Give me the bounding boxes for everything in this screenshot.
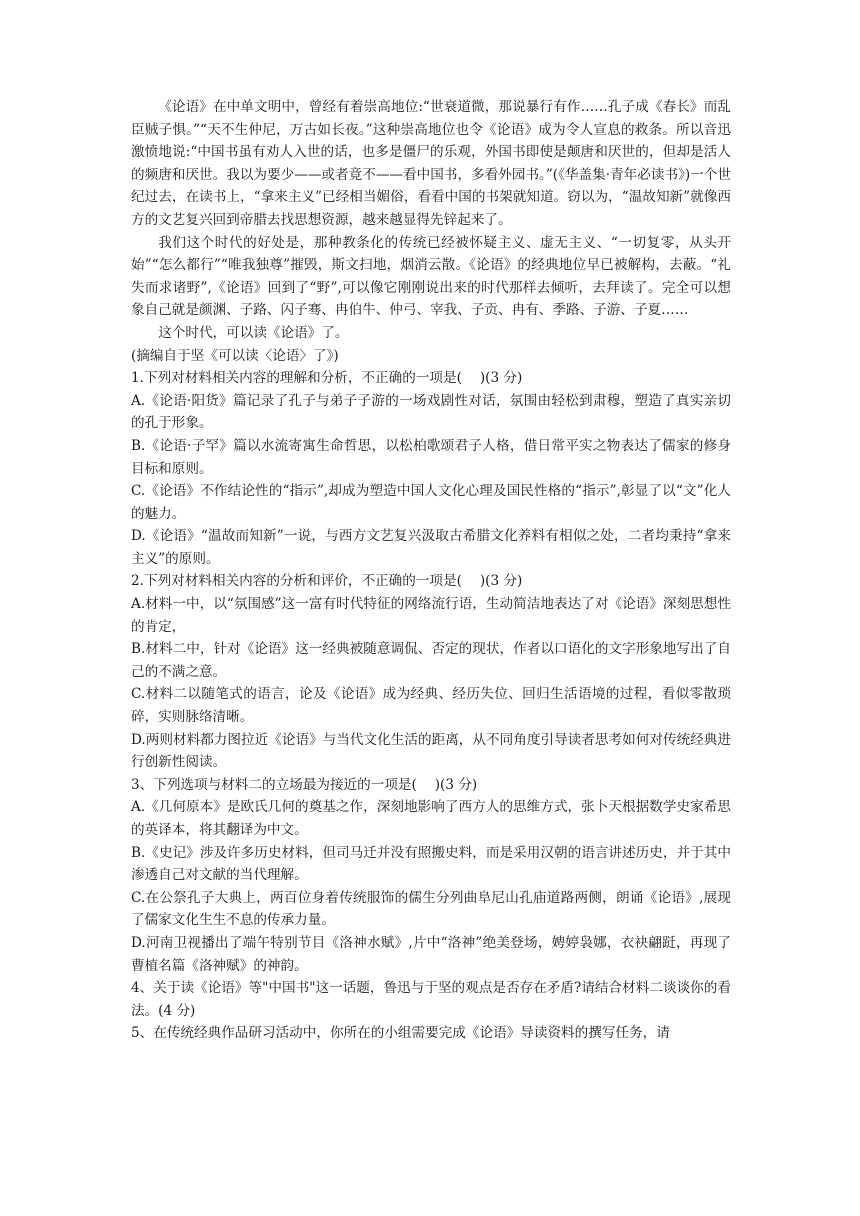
question-3-option-b: B.《史记》涉及许多历史材料，但司马迁并没有照搬史料，而是采用汉朝的语言讲述历史，并于其中渗透自己对文献的当代理解。 — [131, 844, 731, 884]
question-3-option-a: A.《几何原本》是欧氏几何的奠基之作，深刻地影响了西方人的思维方式，张卜天根据数学史家希思的英译本，将其翻译为中文。 — [131, 799, 731, 838]
question-3 — [131, 774, 731, 977]
question-2-option-b: B.材料二中，针对《论语》这一经典被随意调侃、否定的现状，作者以口语化的文字形象地写出了自己的不满之意。 — [131, 641, 731, 680]
question-1-option-c: C.《论语》不作结论性的“指示”,却成为塑造中国人文化心理及国民性格的“指示”,彰显了以“文”化人的魅力。 — [131, 483, 731, 522]
question-3-option-c: C.在公祭孔子大典上，两百位身着传统服饰的儒生分列曲阜尼山孔庙道路两侧，朗诵《论语》,展现了儒家文化生生不息的传承力量。 — [131, 889, 731, 929]
question-1-option-b: B.《论语·子罕》篇以水流寄寓生命哲思，以松柏歌颂君子人格，借日常平实之物表达了儒家的修身目标和原则。 — [131, 437, 731, 477]
question-2-option-d: D.两则材料都力图拉近《论语》与当代文化生活的距离，从不同角度引导读者思考如何对传统经典进行创新性阅读。 — [131, 731, 731, 771]
question-5 — [131, 1022, 731, 1045]
question-1-option-d: D.《论语》“温故而知新”一说，与西方文艺复兴汲取古希腊文化养料有相似之处，二者均秉持“拿来主义”的原则。 — [131, 528, 731, 567]
question-2-option-c: C.材料二以随笔式的语言，论及《论语》成为经典、经历失位、回归生活语境的过程，看似零散琐碎，实则脉络清晰。 — [131, 686, 731, 726]
passage-paragraph-1: 《论语》在中单文明中，曾经有着崇高地位:“世衰道微，那说暴行有作……孔子成《春长》而乱臣贼子惧。”“天不生仲尼，万古如长夜。”这种崇高地位也令《论语》成为令人宣息的救条。所以音迅激愤地说:“中国书虽有劝人入世的话，也多是僵尸的乐观，外国书即使是颠唐和厌世的，但却是活人的频唐和厌世。我以为要少——或者竟不——看中国书，多看外园书。”(《华盖集·青年必读书》)一个世纪过去，在读书上，“拿来主义”已经相当媚俗，看看中国的书架就知道。窃以为，“温故知新”就像西方的文艺复兴回到帝腊去找思想资源，越来越显得先锌起来了。 — [131, 99, 731, 228]
document-page — [131, 96, 731, 1045]
question-2 — [131, 570, 731, 773]
passage-paragraph-2: 我们这个时代的好处是，那种教条化的传统已经被怀疑主义、虚无主义、“一切复零，从头开始”“怎么都行”“唯我独尊”摧毁，斯文扫地，烟消云散。《论语》的经典地位早已被解构，去蔽。“礼失而求诸野”,《论语》回到了“野”,可以像它刚刚说出来的时代那样去倾听，去拜读了。完全可以想象自己就是颜渊、子路、闪子骞、冉伯牛、仲弓、宰我、子贡、冉有、季路、子游、子夏…… — [131, 234, 731, 319]
question-2-stem: 2.下列对材料相关内容的分析和评价，不正确的一项是( )(3 分) — [131, 573, 523, 590]
question-3-stem: 3、下列选项与材料二的立场最为接近的一项是( )(3 分) — [131, 776, 478, 793]
question-2-option-a: A.材料一中，以“氛围感”这一富有时代特征的网络流行语，生动简洁地表达了对《论语》深刻思想性的肯定， — [131, 596, 731, 635]
question-3-option-d: D.河南卫视播出了端午特别节目《洛神水赋》,片中“洛神”绝美登场，娉婷袅娜，衣袂翩跹，再现了曹植名篇《洛神赋》的神韵。 — [131, 934, 731, 974]
question-1-stem: 1.下列对材料相关内容的理解和分析，不正确的一项是( )(3 分) — [131, 370, 523, 387]
question-5-stem: 5、在传统经典作品研习活动中，你所在的小组需要完成《论语》导读资料的撰写任务，请 — [131, 1025, 670, 1042]
question-1 — [131, 367, 731, 570]
question-1-option-a: A.《论语·阳货》篇记录了孔子与弟子子游的一场戏剧性对话，氛围由轻松到肃穆，塑造了真实亲切的孔于形象。 — [131, 392, 731, 432]
passage-paragraph-3: 这个时代，可以读《论语》了。 — [158, 324, 349, 341]
question-4 — [131, 977, 731, 1022]
source-citation: (摘编自于坚《可以读〈论语〉了》) — [131, 347, 339, 364]
question-4-stem: 4、关于读《论语》等"中国书"这一话题，鲁迅与于坚的观点是否存在矛盾?请结合材料二谈谈你的看法。(4 分) — [131, 980, 731, 1019]
